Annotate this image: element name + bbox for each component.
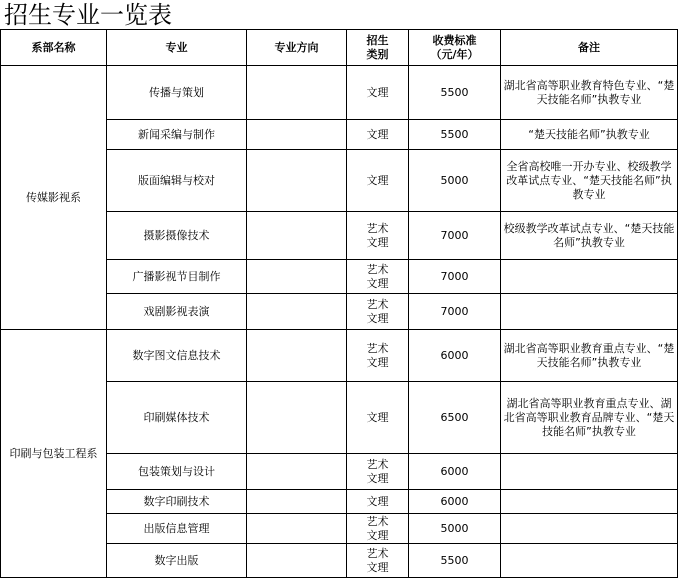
fee-cell: 6000 <box>409 330 501 382</box>
direction-cell <box>247 66 347 120</box>
major-cell: 数字印刷技术 <box>107 490 247 514</box>
fee-cell: 7000 <box>409 212 501 260</box>
header-row <box>1 30 678 66</box>
header-note: 备注 <box>501 30 678 66</box>
note-cell <box>501 514 678 544</box>
enrollment-table <box>0 29 678 578</box>
fee-cell: 5000 <box>409 514 501 544</box>
category-cell: 艺术 文理 <box>347 514 409 544</box>
header-direction: 专业方向 <box>247 30 347 66</box>
major-cell: 数字图文信息技术 <box>107 330 247 382</box>
page-title: 招生专业一览表 <box>4 1 172 29</box>
category-cell: 文理 <box>347 490 409 514</box>
major-cell: 版面编辑与校对 <box>107 150 247 212</box>
major-cell: 新闻采编与制作 <box>107 120 247 150</box>
direction-cell <box>247 514 347 544</box>
fee-cell: 5000 <box>409 150 501 212</box>
category-cell: 艺术 文理 <box>347 544 409 578</box>
direction-cell <box>247 150 347 212</box>
dept-name: 印刷与包装工程系 <box>1 330 107 578</box>
header-category: 招生 类别 <box>347 30 409 66</box>
note-cell <box>501 544 678 578</box>
fee-cell: 5500 <box>409 120 501 150</box>
category-cell: 艺术 文理 <box>347 294 409 330</box>
category-cell: 艺术 文理 <box>347 454 409 490</box>
fee-cell: 5500 <box>409 544 501 578</box>
major-cell: 广播影视节目制作 <box>107 260 247 294</box>
note-cell <box>501 294 678 330</box>
category-cell: 文理 <box>347 382 409 454</box>
major-cell: 数字出版 <box>107 544 247 578</box>
fee-cell: 7000 <box>409 294 501 330</box>
major-cell: 传播与策划 <box>107 66 247 120</box>
note-cell: 湖北省高等职业教育特色专业、“楚天技能名师”执教专业 <box>501 66 678 120</box>
note-cell <box>501 260 678 294</box>
direction-cell <box>247 544 347 578</box>
header-dept: 系部名称 <box>1 30 107 66</box>
table-row <box>1 66 678 120</box>
note-cell <box>501 490 678 514</box>
category-cell: 文理 <box>347 66 409 120</box>
major-cell: 出版信息管理 <box>107 514 247 544</box>
fee-cell: 5500 <box>409 66 501 120</box>
direction-cell <box>247 454 347 490</box>
direction-cell <box>247 330 347 382</box>
dept-name: 传媒影视系 <box>1 66 107 330</box>
fee-cell: 6000 <box>409 454 501 490</box>
direction-cell <box>247 294 347 330</box>
note-cell: 湖北省高等职业教育重点专业、“楚天技能名师”执教专业 <box>501 330 678 382</box>
category-cell: 艺术 文理 <box>347 260 409 294</box>
header-major: 专业 <box>107 30 247 66</box>
header-fee: 收费标准 （元/年） <box>409 30 501 66</box>
direction-cell <box>247 212 347 260</box>
direction-cell <box>247 490 347 514</box>
direction-cell <box>247 260 347 294</box>
note-cell: 全省高校唯一开办专业、校级教学改革试点专业、“楚天技能名师”执教专业 <box>501 150 678 212</box>
note-cell: “楚天技能名师”执教专业 <box>501 120 678 150</box>
direction-cell <box>247 382 347 454</box>
major-cell: 戏剧影视表演 <box>107 294 247 330</box>
major-cell: 印刷媒体技术 <box>107 382 247 454</box>
note-cell: 校级教学改革试点专业、“楚天技能名师”执教专业 <box>501 212 678 260</box>
category-cell: 文理 <box>347 120 409 150</box>
direction-cell <box>247 120 347 150</box>
fee-cell: 6000 <box>409 490 501 514</box>
major-cell: 包装策划与设计 <box>107 454 247 490</box>
category-cell: 艺术 文理 <box>347 330 409 382</box>
fee-cell: 7000 <box>409 260 501 294</box>
note-cell <box>501 454 678 490</box>
category-cell: 文理 <box>347 150 409 212</box>
major-cell: 摄影摄像技术 <box>107 212 247 260</box>
fee-cell: 6500 <box>409 382 501 454</box>
category-cell: 艺术 文理 <box>347 212 409 260</box>
note-cell: 湖北省高等职业教育重点专业、湖北省高等职业教育品牌专业、“楚天技能名师”执教专业 <box>501 382 678 454</box>
table-row <box>1 330 678 382</box>
